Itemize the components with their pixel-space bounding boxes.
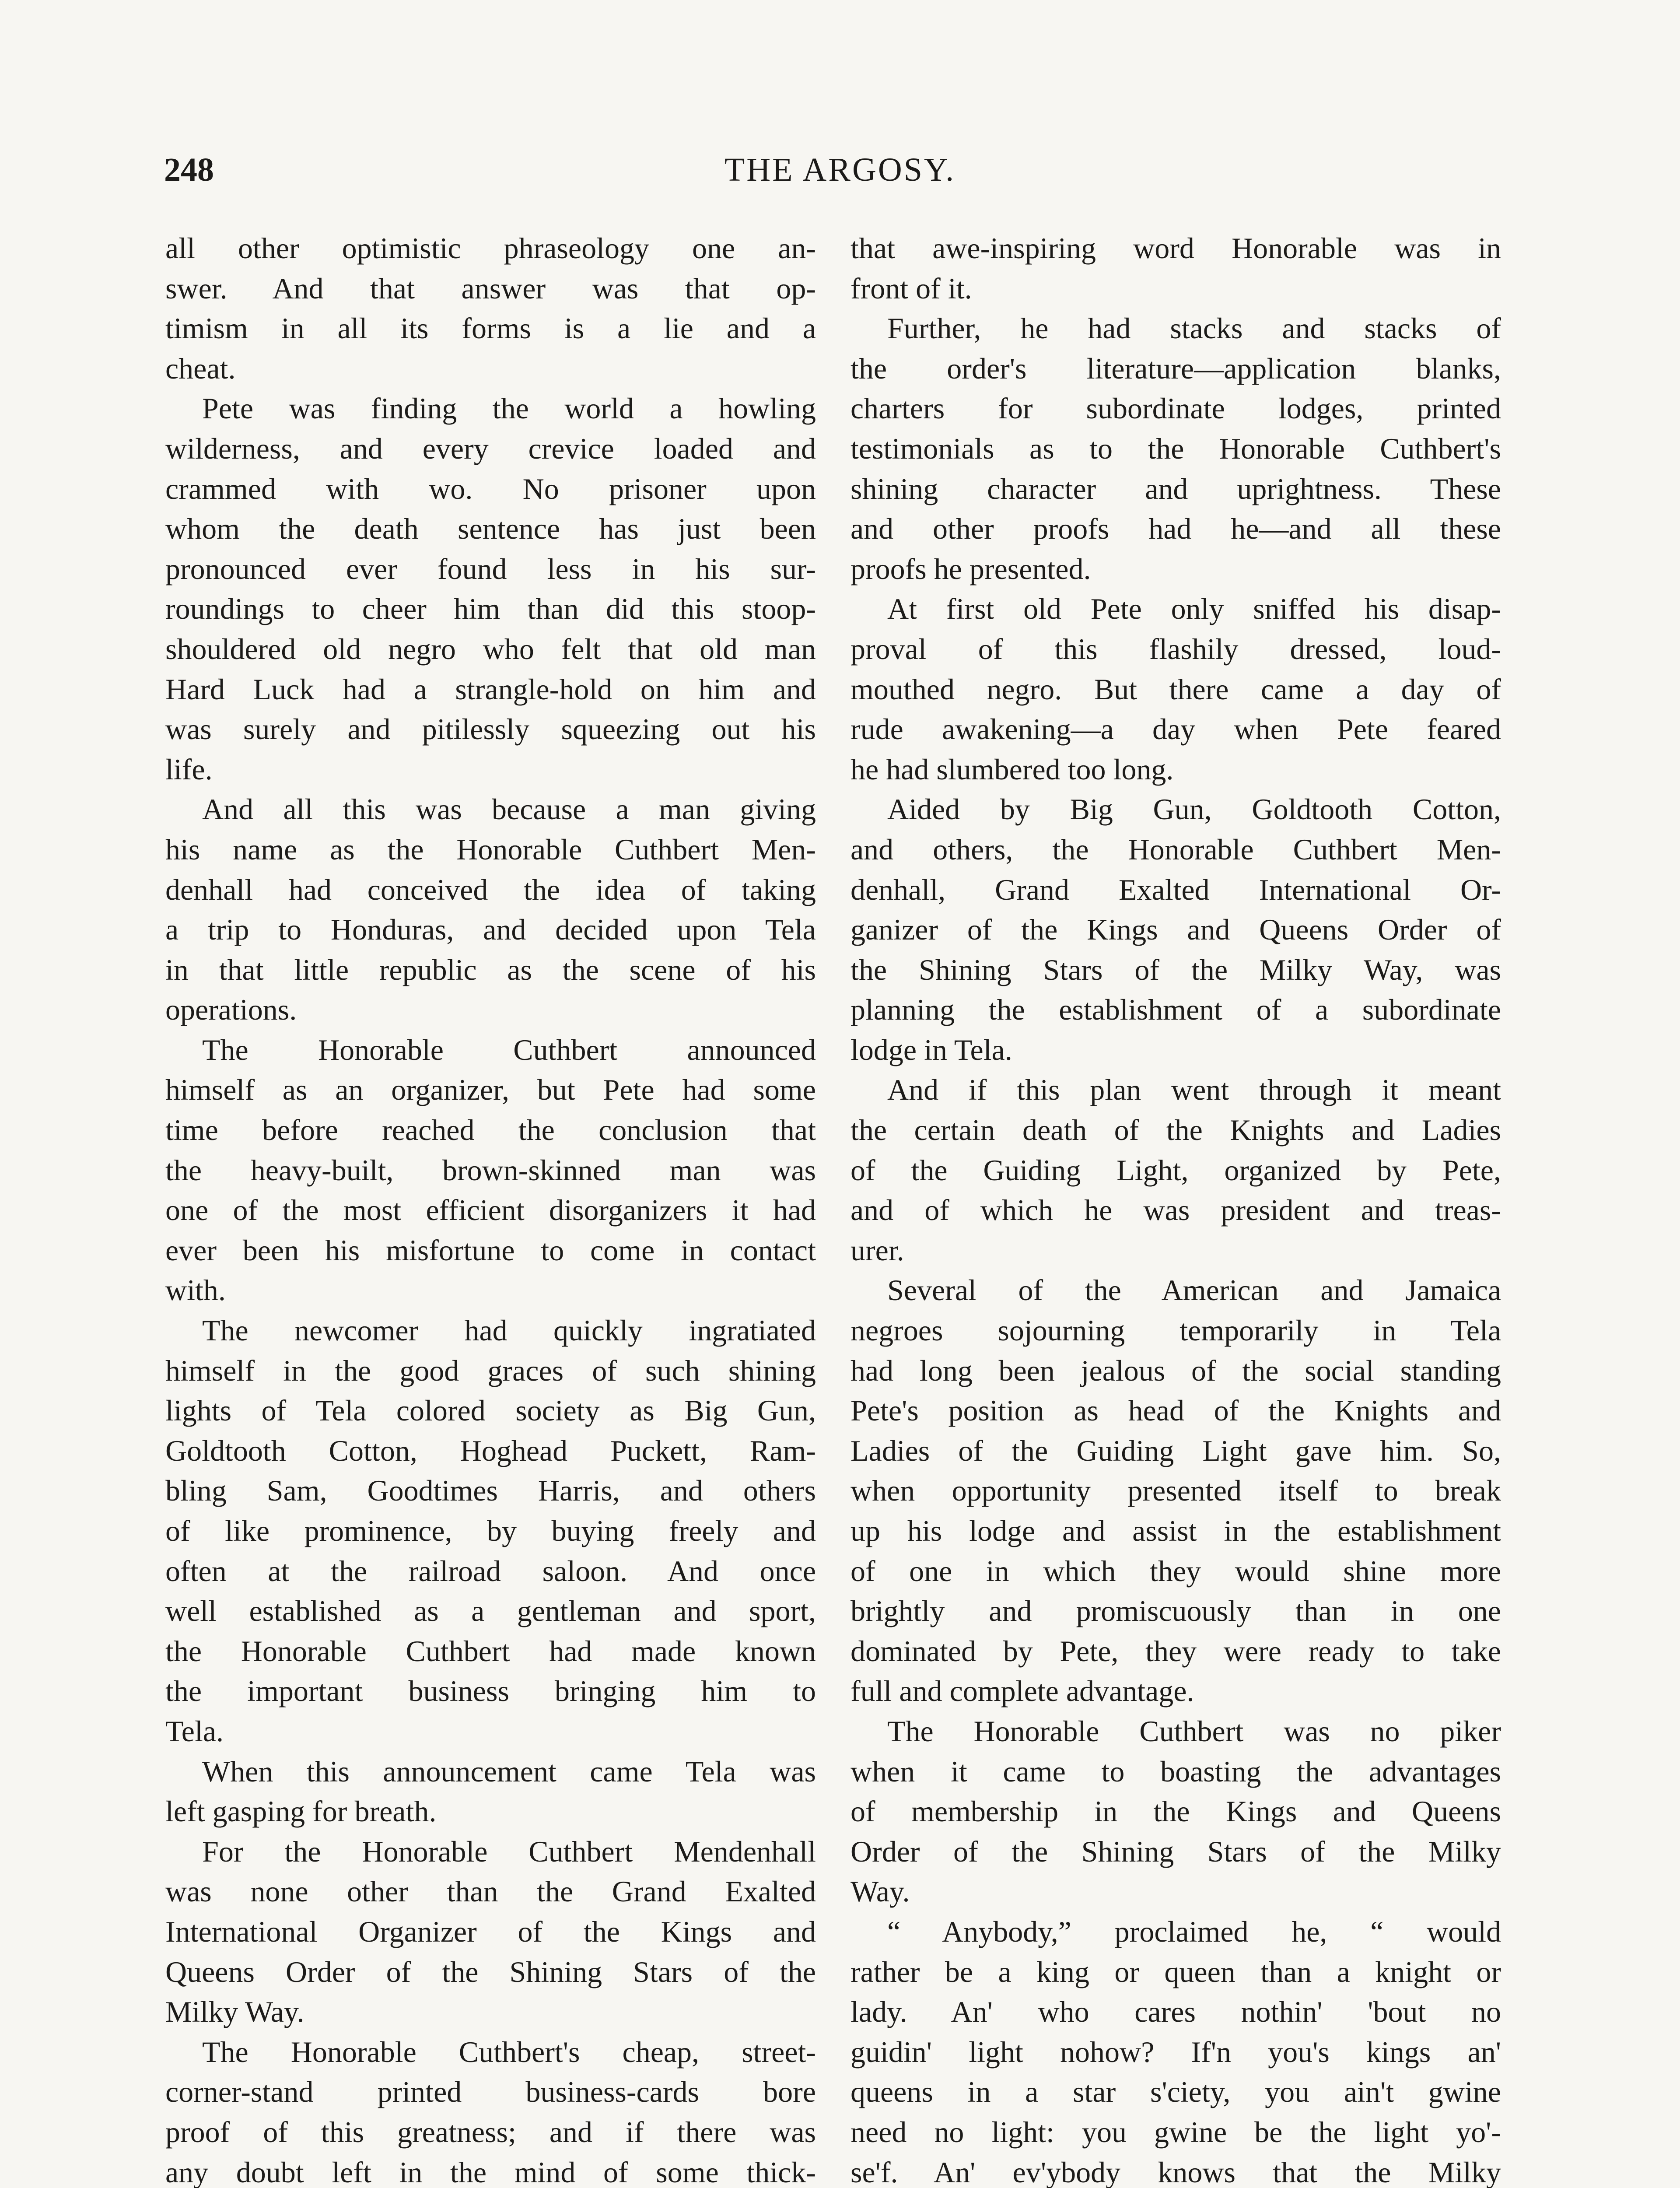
text-line: and others, the Honorable Cuthbert Men-: [850, 832, 1501, 866]
text-line: The Honorable Cuthbert was no piker: [887, 1714, 1501, 1748]
text-line: the Honorable Cuthbert had made known: [165, 1634, 816, 1668]
text-line: of the Guiding Light, organized by Pete,: [850, 1153, 1501, 1187]
paragraph: [165, 228, 816, 389]
text-line: the heavy-built, brown-skinned man was: [165, 1153, 816, 1187]
text-line: a trip to Honduras, and decided upon Tela: [165, 913, 816, 947]
text-line: operations.: [165, 993, 297, 1027]
paragraph: [165, 389, 816, 789]
text-line: often at the railroad saloon. And once: [165, 1554, 816, 1588]
paragraph: [165, 2032, 816, 2188]
text-line: front of it.: [850, 271, 972, 305]
paragraph: [850, 228, 1501, 309]
paragraph: [165, 1752, 816, 1832]
text-line: brightly and promiscuously than in one: [850, 1594, 1501, 1628]
text-line: that awe-inspiring word Honorable was in: [850, 231, 1501, 265]
text-line: when opportunity presented itself to break: [850, 1474, 1501, 1508]
text-line: Way.: [850, 1875, 910, 1908]
text-line: all other optimistic phraseology one an-: [165, 231, 816, 265]
text-line: And if this plan went through it meant: [887, 1073, 1501, 1107]
text-line: had long been jealous of the social standing: [850, 1353, 1501, 1387]
text-line: and of which he was president and treas-: [850, 1193, 1501, 1227]
paragraph: [850, 1711, 1501, 1912]
right-text-column: [850, 228, 1501, 2188]
text-line: denhall, Grand Exalted International Or-: [850, 873, 1501, 906]
text-line: testimonials as to the Honorable Cuthbert's: [850, 431, 1501, 465]
text-line: Order of the Shining Stars of the Milky: [850, 1834, 1501, 1868]
text-line: Queens Order of the Shining Stars of the: [165, 1955, 816, 1988]
text-line: life.: [165, 752, 213, 786]
text-line: “ Anybody,” proclaimed he, “ would: [887, 1914, 1501, 1948]
text-line: roundings to cheer him than did this stoop-: [165, 592, 816, 626]
text-line: urer.: [850, 1233, 904, 1267]
paragraph: [165, 1030, 816, 1311]
text-line: denhall had conceived the idea of taking: [165, 873, 816, 906]
text-line: when it came to boasting the advantages: [850, 1754, 1501, 1788]
text-line: International Organizer of the Kings and: [165, 1914, 816, 1948]
text-line: corner-stand printed business-cards bore: [165, 2075, 816, 2109]
paragraph: [165, 1311, 816, 1752]
text-line: well established as a gentleman and sport,: [165, 1594, 816, 1628]
paragraph: [850, 1070, 1501, 1270]
text-line: wilderness, and every crevice loaded and: [165, 431, 816, 465]
text-line: any doubt left in the mind of some thick-: [165, 2155, 816, 2188]
text-line: crammed with wo. No prisoner upon: [165, 472, 816, 505]
text-line: his name as the Honorable Cuthbert Men-: [165, 832, 816, 866]
paragraph: [850, 789, 1501, 1070]
text-line: se'f. An' ev'ybody knows that the Milky: [850, 2155, 1501, 2188]
text-line: At first old Pete only sniffed his disap-: [887, 592, 1501, 626]
text-line: of like prominence, by buying freely and: [165, 1514, 816, 1547]
text-line: was surely and pitilessly squeezing out his: [165, 712, 816, 746]
running-title: THE ARGOSY.: [724, 151, 956, 188]
text-line: Ladies of the Guiding Light gave him. So,: [850, 1434, 1501, 1467]
text-line: For the Honorable Cuthbert Mendenhall: [202, 1834, 816, 1868]
text-line: cheat.: [165, 351, 236, 385]
text-line: planning the establishment of a subordinate: [850, 993, 1501, 1027]
text-line: the order's literature—application blanks,: [850, 351, 1501, 385]
text-line: himself as an organizer, but Pete had some: [165, 1073, 816, 1107]
text-line: Tela.: [165, 1714, 224, 1748]
text-line: of membership in the Kings and Queens: [850, 1795, 1501, 1828]
text-line: rather be a king or queen than a knight or: [850, 1955, 1501, 1988]
paragraph: [165, 789, 816, 1030]
text-line: Aided by Big Gun, Goldtooth Cotton,: [887, 792, 1501, 826]
text-line: negroes sojourning temporarily in Tela: [850, 1314, 1501, 1347]
text-line: in that little republic as the scene of his: [165, 953, 816, 986]
text-line: bling Sam, Goodtimes Harris, and others: [165, 1474, 816, 1508]
text-line: And all this was because a man giving: [202, 792, 816, 826]
paragraph: [850, 309, 1501, 589]
text-line: lodge in Tela.: [850, 1033, 1012, 1066]
text-line: the important business bringing him to: [165, 1674, 816, 1708]
text-line: the Shining Stars of the Milky Way, was: [850, 953, 1501, 986]
text-line: he had slumbered too long.: [850, 752, 1174, 786]
text-line: himself in the good graces of such shining: [165, 1353, 816, 1387]
text-line: the certain death of the Knights and Ladies: [850, 1113, 1501, 1147]
text-line: ganizer of the Kings and Queens Order of: [850, 913, 1501, 947]
text-line: up his lodge and assist in the establishment: [850, 1514, 1501, 1547]
text-line: shining character and uprightness. These: [850, 472, 1501, 505]
text-line: Further, he had stacks and stacks of: [887, 312, 1501, 345]
text-line: When this announcement came Tela was: [202, 1754, 816, 1788]
text-line: rude awakening—a day when Pete feared: [850, 712, 1501, 746]
text-line: Pete was finding the world a howling: [202, 392, 816, 425]
left-text-column: [165, 228, 816, 2188]
text-line: proval of this flashily dressed, loud-: [850, 632, 1501, 666]
page-number: 248: [164, 151, 214, 188]
text-line: Pete's position as head of the Knights and: [850, 1394, 1501, 1427]
text-line: and other proofs had he—and all these: [850, 512, 1501, 546]
text-line: left gasping for breath.: [165, 1795, 437, 1828]
text-line: pronounced ever found less in his sur-: [165, 552, 816, 586]
text-line: with.: [165, 1273, 226, 1307]
text-line: swer. And that answer was that op-: [165, 271, 816, 305]
paragraph: [850, 1270, 1501, 1711]
text-line: The Honorable Cuthbert's cheap, street-: [202, 2035, 816, 2069]
text-line: was none other than the Grand Exalted: [165, 1875, 816, 1908]
text-line: lights of Tela colored society as Big Gun,: [165, 1394, 816, 1427]
text-line: time before reached the conclusion that: [165, 1113, 816, 1147]
text-line: guidin' light nohow? If'n you's kings an': [850, 2035, 1501, 2069]
text-line: charters for subordinate lodges, printed: [850, 392, 1501, 425]
paragraph: [850, 589, 1501, 789]
text-line: queens in a star s'ciety, you ain't gwine: [850, 2075, 1501, 2109]
text-line: mouthed negro. But there came a day of: [850, 672, 1501, 706]
text-line: Hard Luck had a strangle-hold on him and: [165, 672, 816, 706]
paragraph: [850, 1912, 1501, 2188]
text-line: Milky Way.: [165, 1995, 304, 2029]
text-line: shouldered old negro who felt that old man: [165, 632, 816, 666]
text-line: The newcomer had quickly ingratiated: [202, 1314, 816, 1347]
text-line: ever been his misfortune to come in contact: [165, 1233, 816, 1267]
text-line: one of the most efficient disorganizers it had: [165, 1193, 816, 1227]
text-line: timism in all its forms is a lie and a: [165, 312, 816, 345]
text-line: proofs he presented.: [850, 552, 1091, 586]
text-line: dominated by Pete, they were ready to take: [850, 1634, 1501, 1668]
text-line: The Honorable Cuthbert announced: [202, 1033, 816, 1066]
text-line: full and complete advantage.: [850, 1674, 1194, 1708]
text-line: lady. An' who cares nothin' 'bout no: [850, 1995, 1501, 2029]
text-line: whom the death sentence has just been: [165, 512, 816, 546]
text-line: of one in which they would shine more: [850, 1554, 1501, 1588]
text-line: Several of the American and Jamaica: [887, 1273, 1501, 1307]
text-line: proof of this greatness; and if there was: [165, 2115, 816, 2149]
text-line: Goldtooth Cotton, Hoghead Puckett, Ram-: [165, 1434, 816, 1467]
paragraph: [165, 1832, 816, 2032]
text-line: need no light: you gwine be the light yo'-: [850, 2115, 1501, 2149]
